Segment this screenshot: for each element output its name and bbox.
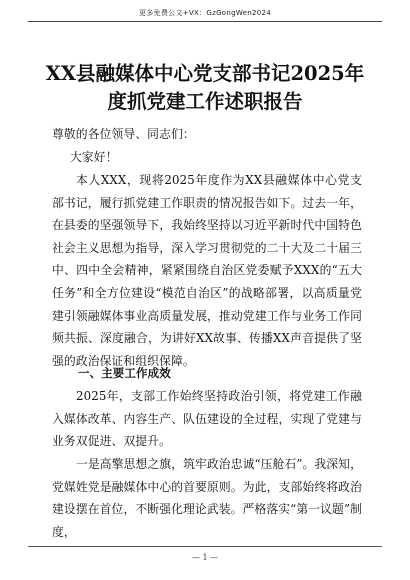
- document-title: XX县融媒体中心党支部书记2025年度抓党建工作述职报告: [45, 62, 365, 113]
- section-heading-main-results: 一、主要工作成效: [78, 366, 171, 380]
- header-divider: [28, 21, 382, 22]
- header-note: 更多免费公文+VX：GzGongWen2024: [138, 9, 272, 17]
- greeting: 大家好！: [70, 150, 118, 164]
- footer-divider: [28, 546, 382, 547]
- salutation: 尊敬的各位领导、同志们：: [52, 127, 195, 141]
- paragraph-political-construction: 一是高擎思想之旗，筑牢政治忠诚“压舱石”。我深知，党媒姓党是融媒体中心的首要原则。为此，支部始终将政治建设摆在首位，不断强化理论武装。严格落实“第一议题”制度，: [52, 457, 362, 539]
- page-number: — 1 —: [191, 553, 219, 562]
- paragraph-intro: 本人XXX，现将2025年度作为XX县融媒体中心党支部书记，履行抓党建工作职责的情况报告如下。过去一年，在县委的坚强领导下，我始终坚持以习近平新时代中国特色社会主义思想为指导，深入学习贯彻党的二十大及二十届三中、四中全会精神，紧紧围绕自治区党委赋予XXX的“五大任务”和全方位建设“模范自治区”的战略部署，以高质量党建引领融媒体事业高质量发展，推动党建工作与业务工作同频共振、深度融合，为讲好XX故事、传播XX声音提供了坚强的政治保证和组织保障。: [52, 173, 362, 368]
- paragraph-summary: 2025年，支部工作始终坚持政治引领，将党建工作融入媒体改革、内容生产、队伍建设的全过程，实现了党建与业务双促进、双提升。: [52, 389, 362, 449]
